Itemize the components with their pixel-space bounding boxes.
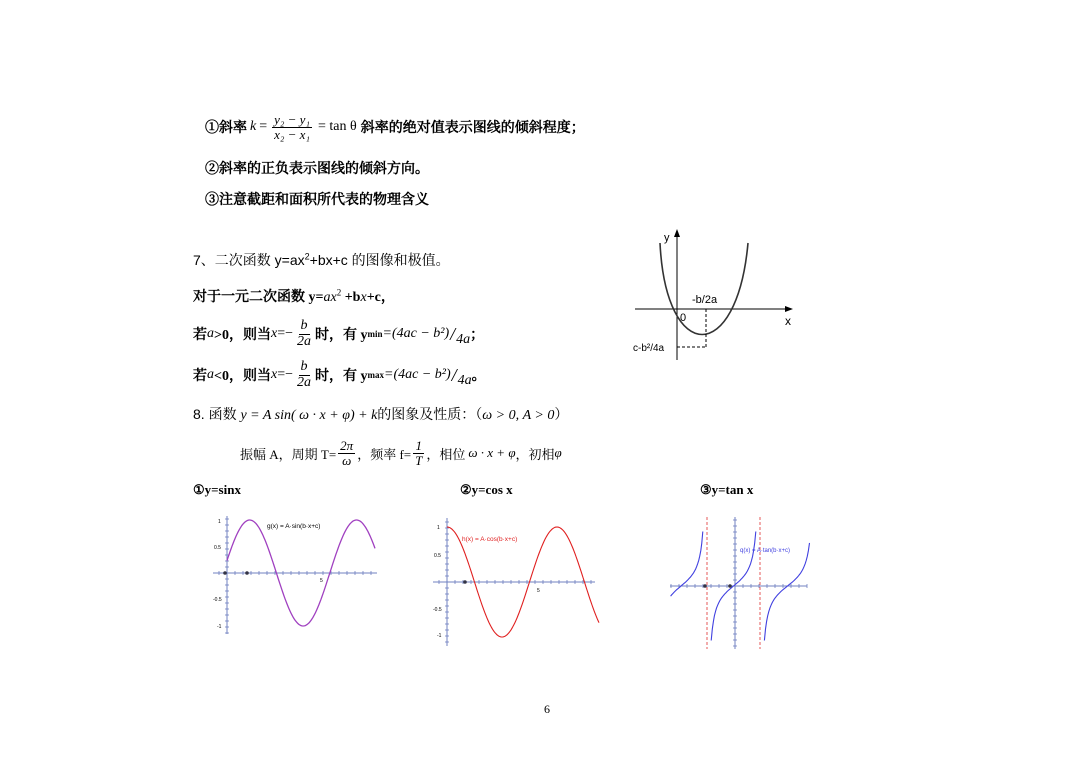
- min-x: x: [270, 326, 278, 341]
- sec8-title: [193, 404, 568, 424]
- sin-tick-05: 0.5: [214, 545, 221, 551]
- tan-ticks: [671, 520, 807, 646]
- cos-tick-05: 0.5: [434, 553, 441, 559]
- sin-point-a: [223, 571, 227, 575]
- sec7-title-post: +bx+c 的图像和极值。: [309, 252, 450, 268]
- min-a: a: [207, 326, 214, 341]
- max-a: a: [207, 367, 214, 382]
- sec8-amplitude: 振幅 A，周期 T=: [240, 446, 337, 462]
- tan-legend: q(x) = A·tan(b·x+c): [740, 548, 791, 554]
- min-slash: /: [450, 323, 456, 344]
- graph-tan-label: ③y=tan x: [700, 482, 754, 497]
- item1-text: 斜率的绝对值表示图线的倾斜程度；: [360, 121, 585, 136]
- sec7-max-line: [193, 356, 486, 394]
- slope-fraction: [272, 113, 312, 141]
- slope-symbol: k: [250, 119, 257, 134]
- max-if: 若: [193, 369, 207, 384]
- max-frac-num: b: [300, 358, 308, 374]
- parabola-x-label: x: [785, 314, 791, 328]
- min-sub: min: [367, 329, 383, 339]
- slope-denominator: x₂ − x₁: [274, 126, 310, 142]
- sec8-properties: [240, 433, 562, 473]
- freq-fraction: [413, 439, 424, 467]
- sec7-line1-x: x: [360, 290, 367, 305]
- min-eq: =−: [277, 326, 293, 341]
- sin-tick-x5: 5: [320, 578, 323, 584]
- parabola-y-label: y: [664, 232, 670, 244]
- sec8-phase-expr: ω · x + φ: [468, 445, 516, 460]
- max-divisor: 4a: [457, 373, 472, 388]
- max-end: 。: [471, 369, 486, 384]
- sec7-line1-sup: 2: [336, 287, 342, 298]
- sec8-title-pre: 8. 函数: [193, 406, 237, 422]
- graph-sin-label: ①y=sinx: [193, 482, 241, 497]
- sec8-title-end: ）: [554, 406, 569, 422]
- min-then: 时，有 y: [315, 328, 368, 343]
- cos-tick-x5: 5: [537, 588, 540, 594]
- max-eq: =−: [277, 367, 293, 382]
- sec7-line1-post: +b: [341, 290, 361, 305]
- vertex-x-label: -b/2a: [692, 294, 718, 306]
- sec7-title-pre: 7、二次函数 y=ax: [193, 252, 305, 268]
- sec7-line1-expr: ax: [323, 290, 337, 305]
- slope-tan: = tan θ: [317, 119, 357, 134]
- sec8-initial-phase-symbol: φ: [554, 445, 562, 460]
- sec7-line1: [193, 286, 395, 306]
- period-fraction: [338, 439, 355, 467]
- sec8-phase: ，相位: [426, 446, 466, 462]
- min-frac-den: 2a: [297, 333, 311, 349]
- max-sub: max: [367, 370, 384, 380]
- parabola-y-arrow: [674, 229, 680, 237]
- graph-cos-label: ②y=cos x: [460, 482, 513, 497]
- max-value: =(4ac − b²): [384, 367, 451, 382]
- tan-axes: [670, 517, 807, 649]
- vertex-y-label: c-b²/4a: [633, 343, 665, 354]
- slope-numerator: y₂ − y₁: [274, 111, 310, 127]
- sin-ticks: [219, 519, 371, 633]
- cos-legend: h(x) = A·cos(b·x+c): [462, 536, 518, 543]
- item3-line: ③注意截距和面积所代表的物理含义: [205, 193, 429, 208]
- sec7-line1-end: +c，: [366, 290, 395, 305]
- freq-num: 1: [415, 437, 422, 453]
- min-cond: >0，则当: [214, 328, 271, 343]
- sin-tick-m05: -0.5: [213, 597, 222, 603]
- min-divisor: 4a: [456, 332, 471, 347]
- tan-point-a: [703, 584, 707, 588]
- tan-point-b: [728, 584, 732, 588]
- graph-tan: [665, 512, 815, 652]
- sec7-title-sup: 2: [304, 251, 310, 262]
- max-cond: <0，则当: [214, 369, 271, 384]
- parabola-origin-label: 0: [680, 312, 687, 324]
- min-value: =(4ac − b²): [382, 326, 450, 341]
- slope-equals: =: [259, 119, 268, 134]
- cos-tick-m1: -1: [437, 633, 442, 639]
- sec8-title-post: 的图象及性质：（: [377, 406, 483, 422]
- graph-cos: [425, 512, 600, 652]
- sin-tick-1: 1: [218, 519, 221, 525]
- sec8-frequency: ，频率 f=: [357, 446, 412, 462]
- min-end: ；: [470, 328, 485, 343]
- cos-tick-m05: -0.5: [433, 607, 442, 613]
- graph-sin: [205, 512, 380, 637]
- min-if: 若: [193, 328, 207, 343]
- sec7-title: [193, 250, 450, 270]
- max-frac-den: 2a: [297, 374, 311, 390]
- max-fraction: [295, 360, 313, 390]
- max-x: x: [270, 367, 278, 382]
- sec8-initial-phase: ，初相: [515, 446, 555, 462]
- freq-den: T: [415, 452, 423, 468]
- parabola-curve: [660, 243, 748, 335]
- page-number: 6: [544, 702, 550, 716]
- sec7-min-line: [193, 315, 484, 353]
- period-num: 2π: [340, 437, 354, 453]
- sec7-line1-pre: 对于一元二次函数 y=: [193, 290, 324, 305]
- cos-point-a: [463, 580, 467, 584]
- item1-marker: ①斜率: [205, 121, 247, 136]
- sin-point-b: [245, 571, 249, 575]
- period-den: ω: [342, 452, 352, 468]
- max-slash: /: [451, 364, 457, 385]
- max-then: 时，有 y: [315, 369, 368, 384]
- item1-line: [205, 107, 585, 147]
- cos-tick-1: 1: [437, 525, 440, 531]
- sin-legend: g(x) = A·sin(b·x+c): [267, 523, 321, 530]
- min-frac-num: b: [300, 317, 308, 333]
- parabola-figure: [630, 225, 805, 365]
- sin-tick-m1: -1: [217, 624, 222, 630]
- min-fraction: [295, 319, 313, 349]
- parabola-x-arrow: [785, 306, 793, 312]
- sec8-title-expr: y = A sin( ω · x + φ) + k: [240, 408, 378, 423]
- item2-line: ②斜率的正负表示图线的倾斜方向。: [205, 162, 429, 177]
- sec8-title-cond: ω > 0, A > 0: [482, 408, 555, 423]
